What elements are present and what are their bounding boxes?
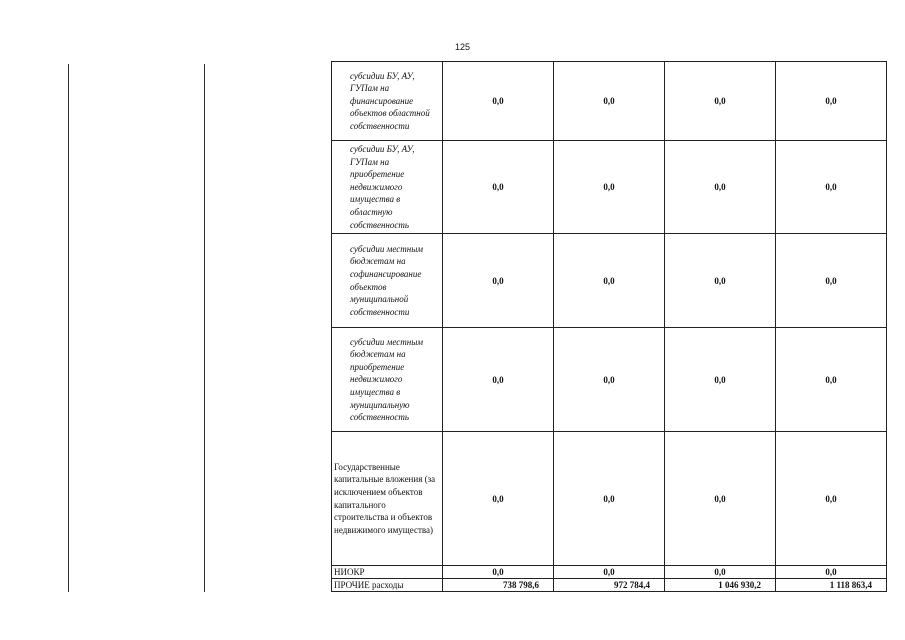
- value-cell: 0,0: [554, 328, 665, 432]
- value-cell: 0,0: [776, 432, 887, 566]
- value-cell: 0,0: [665, 432, 776, 566]
- table-row: [332, 328, 887, 432]
- value-cell: 0,0: [443, 62, 554, 141]
- row-label: субсидии БУ, АУ, ГУПам на финансирование объектов областной собственности: [332, 62, 443, 141]
- row-label: субсидии БУ, АУ, ГУПам на приобретение недвижимого имущества в областную собственность: [332, 141, 443, 234]
- value-cell: 0,0: [554, 432, 665, 566]
- page-number: 125: [454, 42, 471, 52]
- row-label: субсидии местным бюджетам на приобретение недвижимого имущества в муниципальную собственность: [332, 328, 443, 432]
- value-cell: 0,0: [776, 234, 887, 328]
- value-cell: 0,0: [665, 328, 776, 432]
- table-row: [332, 62, 887, 141]
- value-cell: 738 798,6: [443, 579, 554, 592]
- second-column-border: [204, 64, 205, 592]
- value-cell: 0,0: [443, 328, 554, 432]
- value-cell: 0,0: [443, 234, 554, 328]
- value-cell: 0,0: [776, 566, 887, 579]
- value-cell: 0,0: [554, 62, 665, 141]
- value-cell: 0,0: [443, 566, 554, 579]
- value-cell: 0,0: [665, 141, 776, 234]
- value-cell: 1 118 863,4: [776, 579, 887, 592]
- value-cell: 0,0: [776, 141, 887, 234]
- table-row: [332, 141, 887, 234]
- value-cell: 0,0: [554, 566, 665, 579]
- value-cell: 0,0: [776, 62, 887, 141]
- table-row: [332, 579, 887, 592]
- row-label: субсидии местным бюджетам на софинансирование объектов муниципальной собственности: [332, 234, 443, 328]
- value-cell: 972 784,4: [554, 579, 665, 592]
- value-cell: 0,0: [443, 432, 554, 566]
- row-label: ПРОЧИЕ расходы: [332, 579, 443, 592]
- value-cell: 1 046 930,2: [665, 579, 776, 592]
- value-cell: 0,0: [665, 62, 776, 141]
- value-cell: 0,0: [776, 328, 887, 432]
- budget-table: [331, 61, 887, 592]
- value-cell: 0,0: [554, 234, 665, 328]
- left-column-border: [68, 64, 69, 592]
- table-row: [332, 234, 887, 328]
- value-cell: 0,0: [554, 141, 665, 234]
- value-cell: 0,0: [665, 234, 776, 328]
- table-row: [332, 432, 887, 566]
- row-label: Государственные капитальные вложения (за исключением объектов капитального строительства и объектов недвижимого имущества): [332, 432, 443, 566]
- row-label: НИОКР: [332, 566, 443, 579]
- value-cell: 0,0: [665, 566, 776, 579]
- table-row: [332, 566, 887, 579]
- value-cell: 0,0: [443, 141, 554, 234]
